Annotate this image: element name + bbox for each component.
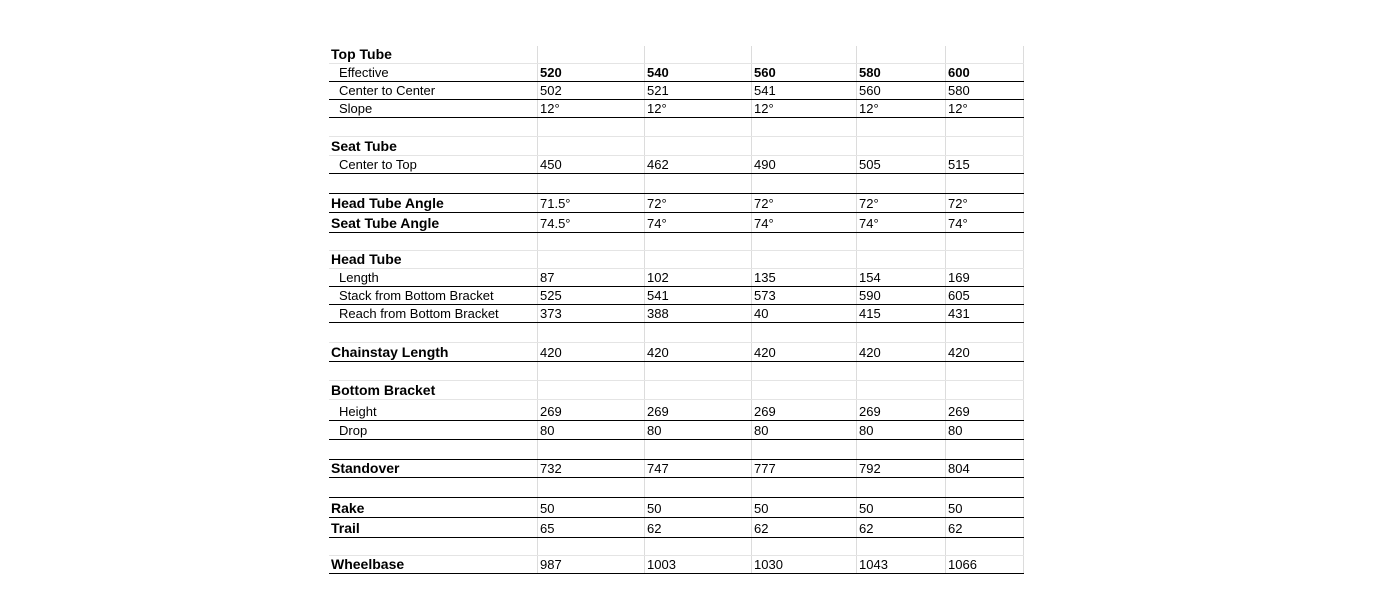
cell-value: 62 (948, 521, 963, 536)
value-cell[interactable] (537, 478, 644, 497)
value-cell[interactable] (856, 269, 945, 286)
cell-value: 12° (754, 101, 774, 116)
table-row (329, 323, 1024, 343)
cell-value: 80 (859, 423, 874, 438)
table-row (329, 556, 1024, 574)
cell-value: 747 (647, 461, 669, 476)
row-label-cell[interactable] (329, 498, 537, 517)
value-cell[interactable] (644, 478, 751, 497)
value-cell[interactable] (644, 343, 751, 361)
value-cell[interactable] (537, 323, 644, 342)
cell-value: 269 (948, 404, 970, 419)
cell-value: 777 (754, 461, 776, 476)
value-cell[interactable] (856, 174, 945, 193)
row-label-cell[interactable] (329, 538, 537, 555)
row-label-cell[interactable] (329, 194, 537, 212)
cell-value: 72° (859, 196, 879, 211)
cell-value: 420 (647, 345, 669, 360)
value-cell[interactable] (644, 460, 751, 477)
table-row (329, 46, 1024, 64)
table-row (329, 421, 1024, 440)
value-cell[interactable] (644, 440, 751, 459)
value-cell[interactable] (644, 323, 751, 342)
value-cell[interactable] (751, 305, 856, 322)
value-cell[interactable] (945, 343, 1024, 361)
value-cell[interactable] (537, 213, 644, 232)
value-cell[interactable] (537, 174, 644, 193)
table-row (329, 381, 1024, 400)
value-cell[interactable] (856, 381, 945, 399)
table-row (329, 498, 1024, 518)
value-cell[interactable] (537, 556, 644, 573)
value-cell[interactable] (945, 440, 1024, 459)
value-cell[interactable] (751, 251, 856, 268)
table-row (329, 156, 1024, 174)
cell-value: 72° (754, 196, 774, 211)
value-cell[interactable] (945, 478, 1024, 497)
cell-value: 515 (948, 157, 970, 172)
row-label-cell[interactable] (329, 362, 537, 380)
value-cell[interactable] (856, 287, 945, 304)
value-cell[interactable] (856, 251, 945, 268)
value-cell[interactable] (644, 82, 751, 99)
cell-value: 541 (754, 83, 776, 98)
cell-value: 420 (754, 345, 776, 360)
value-cell[interactable] (945, 362, 1024, 380)
table-row (329, 233, 1024, 251)
row-label-cell[interactable] (329, 460, 537, 477)
cell-value: 72° (647, 196, 667, 211)
row-label-cell[interactable] (329, 478, 537, 497)
value-cell[interactable] (945, 156, 1024, 173)
cell-value: 80 (754, 423, 769, 438)
table-row (329, 460, 1024, 478)
value-cell[interactable] (644, 287, 751, 304)
cell-value: 71.5° (540, 196, 571, 211)
row-label-cell[interactable] (329, 381, 537, 399)
value-cell[interactable] (945, 381, 1024, 399)
row-label: Bottom Bracket (331, 382, 436, 398)
value-cell[interactable] (751, 343, 856, 361)
value-cell[interactable] (945, 400, 1024, 420)
value-cell[interactable] (856, 118, 945, 136)
row-label-cell[interactable] (329, 421, 537, 439)
cell-value: 540 (647, 65, 669, 80)
value-cell[interactable] (644, 518, 751, 537)
value-cell[interactable] (856, 556, 945, 573)
value-cell[interactable] (945, 323, 1024, 342)
value-cell[interactable] (644, 64, 751, 81)
value-cell[interactable] (945, 269, 1024, 286)
row-label: Chainstay Length (331, 344, 449, 360)
value-cell[interactable] (856, 323, 945, 342)
value-cell[interactable] (644, 174, 751, 193)
cell-value: 40 (754, 306, 769, 321)
value-cell[interactable] (644, 538, 751, 555)
value-cell[interactable] (537, 343, 644, 361)
cell-value: 373 (540, 306, 562, 321)
cell-value: 573 (754, 288, 776, 303)
value-cell[interactable] (537, 440, 644, 459)
table-row (329, 100, 1024, 118)
value-cell[interactable] (537, 82, 644, 99)
value-cell[interactable] (537, 305, 644, 322)
value-cell[interactable] (644, 400, 751, 420)
value-cell[interactable] (751, 518, 856, 537)
row-label: Stack from Bottom Bracket (339, 288, 494, 303)
value-cell[interactable] (856, 478, 945, 497)
value-cell[interactable] (644, 213, 751, 232)
cell-value: 80 (540, 423, 555, 438)
value-cell[interactable] (856, 362, 945, 380)
row-label-cell[interactable] (329, 100, 537, 117)
cell-value: 490 (754, 157, 776, 172)
cell-value: 269 (647, 404, 669, 419)
table-row (329, 343, 1024, 362)
cell-value: 50 (754, 501, 769, 516)
cell-value: 1030 (754, 557, 783, 572)
value-cell[interactable] (856, 100, 945, 117)
cell-value: 462 (647, 157, 669, 172)
cell-value: 50 (948, 501, 963, 516)
value-cell[interactable] (856, 194, 945, 212)
value-cell[interactable] (945, 305, 1024, 322)
value-cell[interactable] (751, 362, 856, 380)
value-cell[interactable] (856, 518, 945, 537)
value-cell[interactable] (856, 421, 945, 439)
value-cell[interactable] (751, 194, 856, 212)
value-cell[interactable] (856, 440, 945, 459)
table-row (329, 64, 1024, 82)
row-label: Center to Center (339, 83, 436, 98)
table-row (329, 478, 1024, 498)
geometry-table (329, 46, 1024, 574)
cell-value: 804 (948, 461, 970, 476)
table-row (329, 174, 1024, 194)
value-cell[interactable] (751, 82, 856, 99)
value-cell[interactable] (856, 82, 945, 99)
value-cell[interactable] (537, 381, 644, 399)
row-label-cell[interactable] (329, 400, 537, 420)
value-cell[interactable] (537, 156, 644, 173)
row-label-cell[interactable] (329, 64, 537, 81)
row-label-cell[interactable] (329, 440, 537, 459)
value-cell[interactable] (537, 498, 644, 517)
value-cell[interactable] (644, 498, 751, 517)
row-label: Seat Tube (331, 138, 397, 154)
cell-value: 87 (540, 270, 555, 285)
row-label: Height (339, 404, 377, 419)
value-cell[interactable] (945, 556, 1024, 573)
table-row (329, 213, 1024, 233)
value-cell[interactable] (751, 269, 856, 286)
row-label-cell[interactable] (329, 118, 537, 136)
cell-value: 62 (859, 521, 874, 536)
cell-value: 605 (948, 288, 970, 303)
value-cell[interactable] (644, 100, 751, 117)
cell-value: 1003 (647, 557, 676, 572)
value-cell[interactable] (751, 137, 856, 155)
cell-value: 80 (647, 423, 662, 438)
value-cell[interactable] (644, 194, 751, 212)
cell-value: 541 (647, 288, 669, 303)
value-cell[interactable] (856, 156, 945, 173)
row-label: Standover (331, 460, 400, 476)
value-cell[interactable] (945, 213, 1024, 232)
cell-value: 74° (859, 216, 879, 231)
cell-value: 74° (948, 216, 968, 231)
value-cell[interactable] (856, 538, 945, 555)
cell-value: 62 (754, 521, 769, 536)
cell-value: 269 (754, 404, 776, 419)
value-cell[interactable] (945, 137, 1024, 155)
row-label: Head Tube Angle (331, 195, 444, 211)
table-row (329, 251, 1024, 269)
row-label-cell[interactable] (329, 233, 537, 250)
value-cell[interactable] (644, 269, 751, 286)
value-cell[interactable] (644, 556, 751, 573)
cell-value: 80 (948, 423, 963, 438)
value-cell[interactable] (945, 460, 1024, 477)
value-cell[interactable] (945, 421, 1024, 439)
row-label-cell[interactable] (329, 323, 537, 342)
value-cell[interactable] (751, 174, 856, 193)
table-row (329, 400, 1024, 421)
value-cell[interactable] (945, 538, 1024, 555)
cell-value: 590 (859, 288, 881, 303)
value-cell[interactable] (856, 46, 945, 63)
cell-value: 987 (540, 557, 562, 572)
cell-value: 420 (540, 345, 562, 360)
row-label: Drop (339, 423, 368, 438)
cell-value: 415 (859, 306, 881, 321)
cell-value: 792 (859, 461, 881, 476)
row-label: Seat Tube Angle (331, 215, 440, 231)
cell-value: 50 (540, 501, 555, 516)
value-cell[interactable] (644, 156, 751, 173)
row-label: Length (339, 270, 379, 285)
cell-value: 1043 (859, 557, 888, 572)
cell-value: 560 (754, 65, 776, 80)
value-cell[interactable] (856, 343, 945, 361)
value-cell[interactable] (856, 305, 945, 322)
value-cell[interactable] (537, 460, 644, 477)
value-cell[interactable] (537, 421, 644, 439)
row-label-cell[interactable] (329, 518, 537, 537)
table-row (329, 82, 1024, 100)
value-cell[interactable] (537, 287, 644, 304)
table-row (329, 194, 1024, 213)
row-label: Effective (339, 65, 389, 80)
cell-value: 732 (540, 461, 562, 476)
cell-value: 102 (647, 270, 669, 285)
table-row (329, 287, 1024, 305)
row-label-cell[interactable] (329, 343, 537, 361)
cell-value: 12° (540, 101, 560, 116)
row-label: Top Tube (331, 46, 392, 62)
value-cell[interactable] (945, 174, 1024, 193)
cell-value: 62 (647, 521, 662, 536)
value-cell[interactable] (644, 381, 751, 399)
cell-value: 505 (859, 157, 881, 172)
value-cell[interactable] (751, 440, 856, 459)
cell-value: 12° (948, 101, 968, 116)
value-cell[interactable] (751, 381, 856, 399)
value-cell[interactable] (751, 287, 856, 304)
value-cell[interactable] (751, 233, 856, 250)
cell-value: 269 (540, 404, 562, 419)
value-cell[interactable] (856, 498, 945, 517)
cell-value: 12° (859, 101, 879, 116)
value-cell[interactable] (644, 362, 751, 380)
row-label: Wheelbase (331, 556, 405, 572)
row-label: Head Tube (331, 251, 402, 267)
cell-value: 580 (948, 83, 970, 98)
row-label-cell[interactable] (329, 213, 537, 232)
value-cell[interactable] (751, 556, 856, 573)
cell-value: 74° (754, 216, 774, 231)
value-cell[interactable] (751, 118, 856, 136)
value-cell[interactable] (751, 46, 856, 63)
value-cell[interactable] (945, 82, 1024, 99)
row-label-cell[interactable] (329, 137, 537, 155)
row-label-cell[interactable] (329, 174, 537, 193)
value-cell[interactable] (537, 64, 644, 81)
value-cell[interactable] (644, 137, 751, 155)
cell-value: 560 (859, 83, 881, 98)
value-cell[interactable] (751, 64, 856, 81)
cell-value: 269 (859, 404, 881, 419)
value-cell[interactable] (751, 498, 856, 517)
row-label: Rake (331, 500, 365, 516)
value-cell[interactable] (856, 213, 945, 232)
cell-value: 580 (859, 65, 881, 80)
value-cell[interactable] (945, 46, 1024, 63)
cell-value: 520 (540, 65, 562, 80)
cell-value: 169 (948, 270, 970, 285)
value-cell[interactable] (537, 251, 644, 268)
row-label-cell[interactable] (329, 305, 537, 322)
value-cell[interactable] (537, 362, 644, 380)
value-cell[interactable] (537, 400, 644, 420)
cell-value: 525 (540, 288, 562, 303)
cell-value: 50 (859, 501, 874, 516)
table-row (329, 118, 1024, 137)
value-cell[interactable] (751, 156, 856, 173)
row-label-cell[interactable] (329, 556, 537, 573)
cell-value: 521 (647, 83, 669, 98)
row-label-cell[interactable] (329, 46, 537, 63)
value-cell[interactable] (945, 100, 1024, 117)
value-cell[interactable] (751, 421, 856, 439)
cell-value: 450 (540, 157, 562, 172)
value-cell[interactable] (537, 118, 644, 136)
row-label-cell[interactable] (329, 82, 537, 99)
value-cell[interactable] (945, 251, 1024, 268)
table-row (329, 137, 1024, 156)
value-cell[interactable] (856, 137, 945, 155)
table-row (329, 362, 1024, 381)
row-label: Trail (331, 520, 360, 536)
table-row (329, 538, 1024, 556)
value-cell[interactable] (644, 305, 751, 322)
value-cell[interactable] (644, 251, 751, 268)
value-cell[interactable] (945, 118, 1024, 136)
table-row (329, 518, 1024, 538)
value-cell[interactable] (945, 233, 1024, 250)
cell-value: 502 (540, 83, 562, 98)
row-label-cell[interactable] (329, 156, 537, 173)
value-cell[interactable] (644, 46, 751, 63)
cell-value: 420 (859, 345, 881, 360)
value-cell[interactable] (751, 323, 856, 342)
cell-value: 74.5° (540, 216, 571, 231)
value-cell[interactable] (945, 287, 1024, 304)
value-cell[interactable] (537, 538, 644, 555)
cell-value: 431 (948, 306, 970, 321)
table-row (329, 440, 1024, 460)
table-row (329, 305, 1024, 323)
value-cell[interactable] (751, 100, 856, 117)
value-cell[interactable] (751, 213, 856, 232)
cell-value: 1066 (948, 557, 977, 572)
value-cell[interactable] (856, 400, 945, 420)
row-label-cell[interactable] (329, 269, 537, 286)
value-cell[interactable] (856, 233, 945, 250)
row-label-cell[interactable] (329, 251, 537, 268)
cell-value: 12° (647, 101, 667, 116)
value-cell[interactable] (945, 64, 1024, 81)
value-cell[interactable] (856, 64, 945, 81)
table-row (329, 269, 1024, 287)
value-cell[interactable] (856, 460, 945, 477)
value-cell[interactable] (644, 421, 751, 439)
value-cell[interactable] (751, 460, 856, 477)
value-cell[interactable] (644, 233, 751, 250)
value-cell[interactable] (945, 194, 1024, 212)
cell-value: 65 (540, 521, 555, 536)
value-cell[interactable] (537, 518, 644, 537)
cell-value: 72° (948, 196, 968, 211)
cell-value: 135 (754, 270, 776, 285)
row-label: Reach from Bottom Bracket (339, 306, 499, 321)
cell-value: 388 (647, 306, 669, 321)
value-cell[interactable] (751, 478, 856, 497)
value-cell[interactable] (537, 194, 644, 212)
cell-value: 420 (948, 345, 970, 360)
value-cell[interactable] (751, 400, 856, 420)
cell-value: 74° (647, 216, 667, 231)
cell-value: 154 (859, 270, 881, 285)
value-cell[interactable] (537, 100, 644, 117)
row-label-cell[interactable] (329, 287, 537, 304)
value-cell[interactable] (537, 233, 644, 250)
cell-value: 600 (948, 65, 970, 80)
value-cell[interactable] (751, 538, 856, 555)
row-label: Slope (339, 101, 373, 116)
cell-value: 50 (647, 501, 662, 516)
value-cell[interactable] (537, 269, 644, 286)
value-cell[interactable] (945, 518, 1024, 537)
value-cell[interactable] (644, 118, 751, 136)
value-cell[interactable] (537, 46, 644, 63)
row-label: Center to Top (339, 157, 417, 172)
value-cell[interactable] (945, 498, 1024, 517)
value-cell[interactable] (537, 137, 644, 155)
